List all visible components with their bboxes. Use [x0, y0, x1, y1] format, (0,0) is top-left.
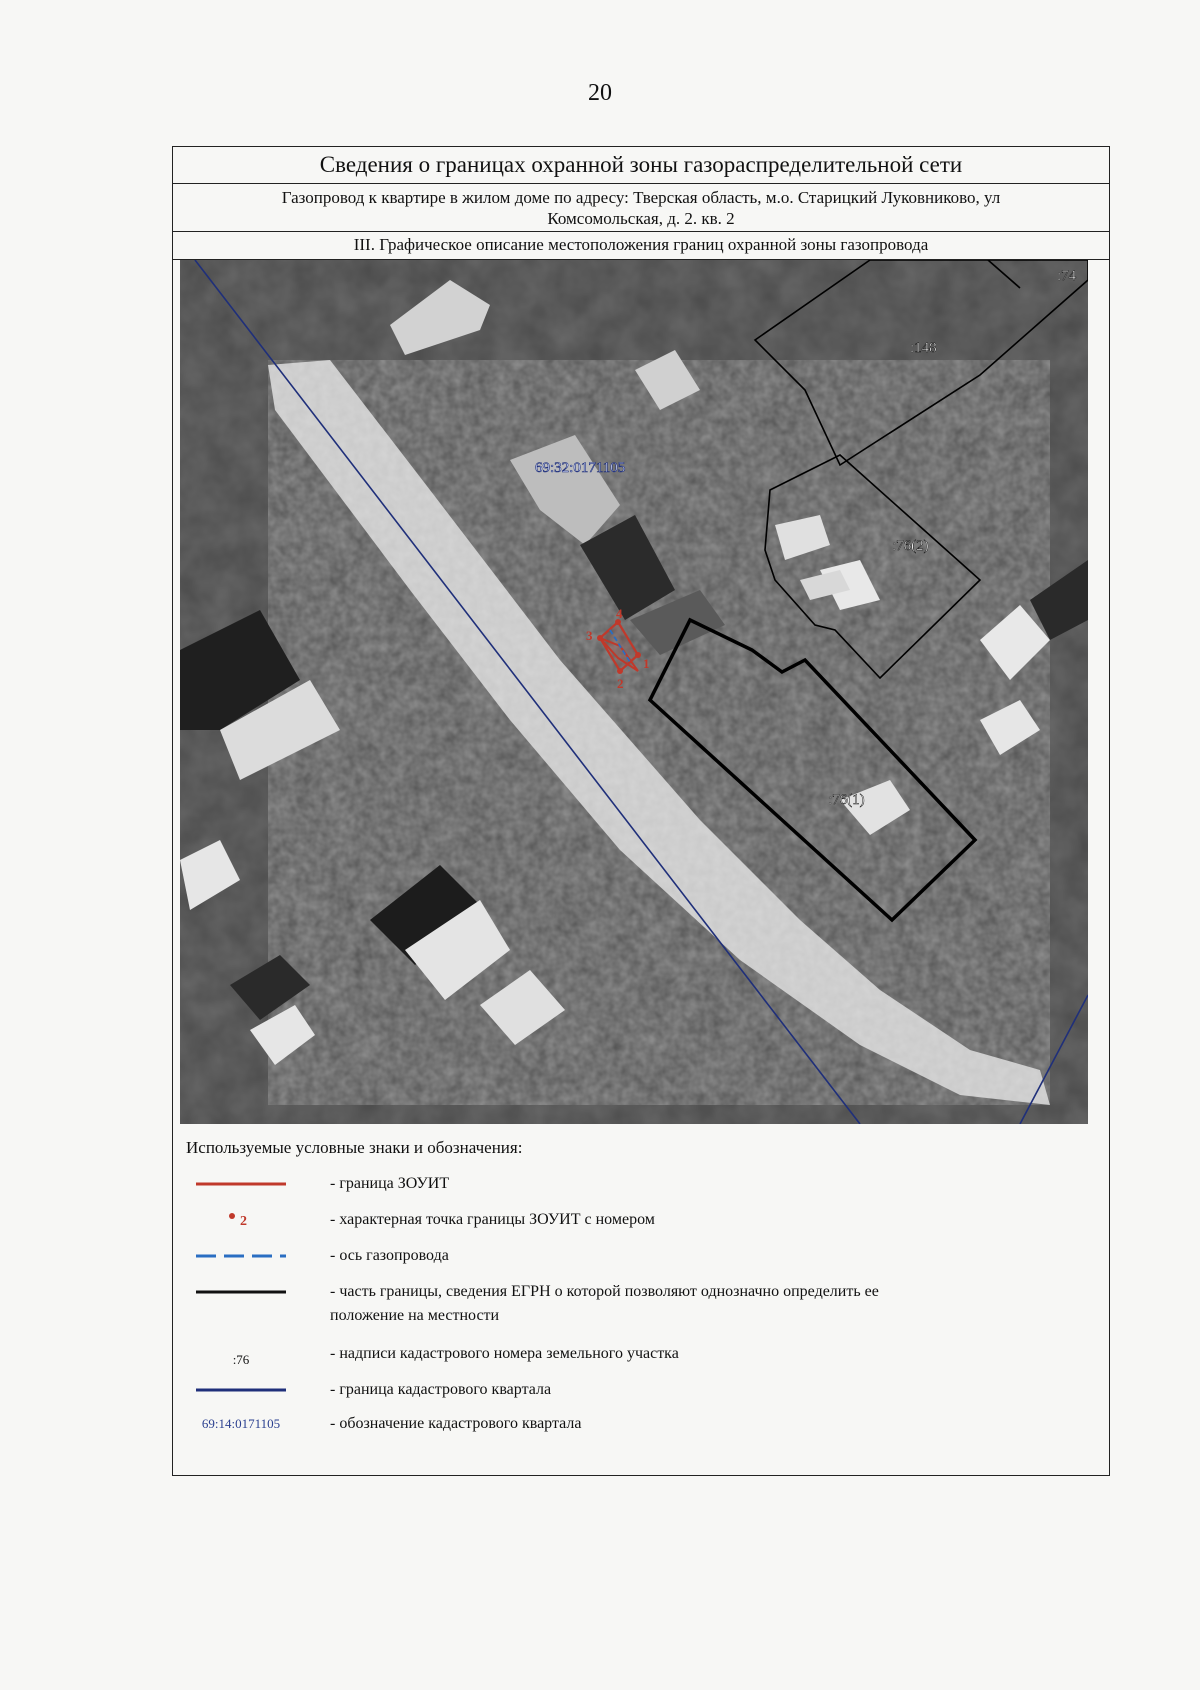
parcel-label-148: :148 [910, 340, 937, 356]
legend-text: - граница ЗОУИТ [330, 1175, 450, 1192]
zouit-point-2 [617, 668, 623, 674]
zouit-point-3 [597, 635, 603, 641]
legend-item-zouit [186, 1172, 1086, 1202]
zouit-point-4-label: 4 [616, 606, 623, 621]
black-line-symbol [186, 1280, 296, 1306]
legend-item-quarter-label [186, 1412, 1086, 1442]
legend-text [330, 1280, 1070, 1328]
object-description [172, 184, 1110, 232]
legend-text: - надписи кадастрового номера земельного участка [330, 1345, 679, 1362]
legend-heading: Используемые условные знаки и обозначения: [186, 1138, 523, 1157]
map-svg [180, 260, 1088, 1124]
legend-item-egrn-boundary [186, 1280, 1086, 1332]
quarter-label: 69:32:0171105 [535, 460, 626, 476]
object-line-1: Газопровод к квартире в жилом доме по адресу: Тверская область, м.о. Старицкий Луковниково, ул [281, 188, 1001, 207]
object-line-2: Комсомольская, д. 2. кв. 2 [547, 209, 735, 228]
legend-text-line-1: - часть границы, сведения ЕГРН о которой позволяют однозначно определить ее [330, 1283, 879, 1300]
navy-line-symbol [186, 1378, 296, 1404]
parcel-label-74: :74 [1057, 268, 1077, 284]
red-point-symbol [186, 1208, 296, 1234]
parcel-label-76-1: :76(1) [828, 792, 865, 808]
document-title: Сведения о границах охранной зоны газораспределительной сети [172, 146, 1110, 184]
zouit-point-2-label: 2 [617, 676, 624, 691]
zouit-point-1-label: 1 [643, 656, 650, 671]
legend-text-line-2: положение на местности [330, 1307, 500, 1324]
zouit-point-3-label: 3 [586, 628, 593, 643]
legend-item-gas-axis [186, 1244, 1086, 1274]
blue-dashed-line-symbol [186, 1244, 296, 1270]
legend-text: - обозначение кадастрового квартала [330, 1415, 582, 1432]
page-number: 20 [588, 80, 612, 106]
section-title: III. Графическое описание местоположения границ охранной зоны газопровода [172, 232, 1110, 260]
legend-text: - характерная точка границы ЗОУИТ с номером [330, 1211, 655, 1228]
legend-text: - граница кадастрового квартала [330, 1381, 552, 1398]
legend-text: - ось газопровода [330, 1247, 449, 1264]
legend-item-point [186, 1208, 1086, 1238]
parcel-label-symbol: :76 [232, 1352, 250, 1367]
quarter-label-symbol: 69:14:0171105 [201, 1416, 281, 1431]
aerial-map[interactable] [180, 260, 1088, 1124]
parcel-label-76-2: :76(2) [892, 538, 929, 554]
zouit-point-1 [635, 652, 641, 658]
red-line-symbol [186, 1172, 296, 1198]
red-point-number: 2 [240, 1214, 247, 1229]
legend-item-quarter-boundary [186, 1378, 1086, 1408]
legend-item-parcel-label [186, 1342, 1086, 1372]
